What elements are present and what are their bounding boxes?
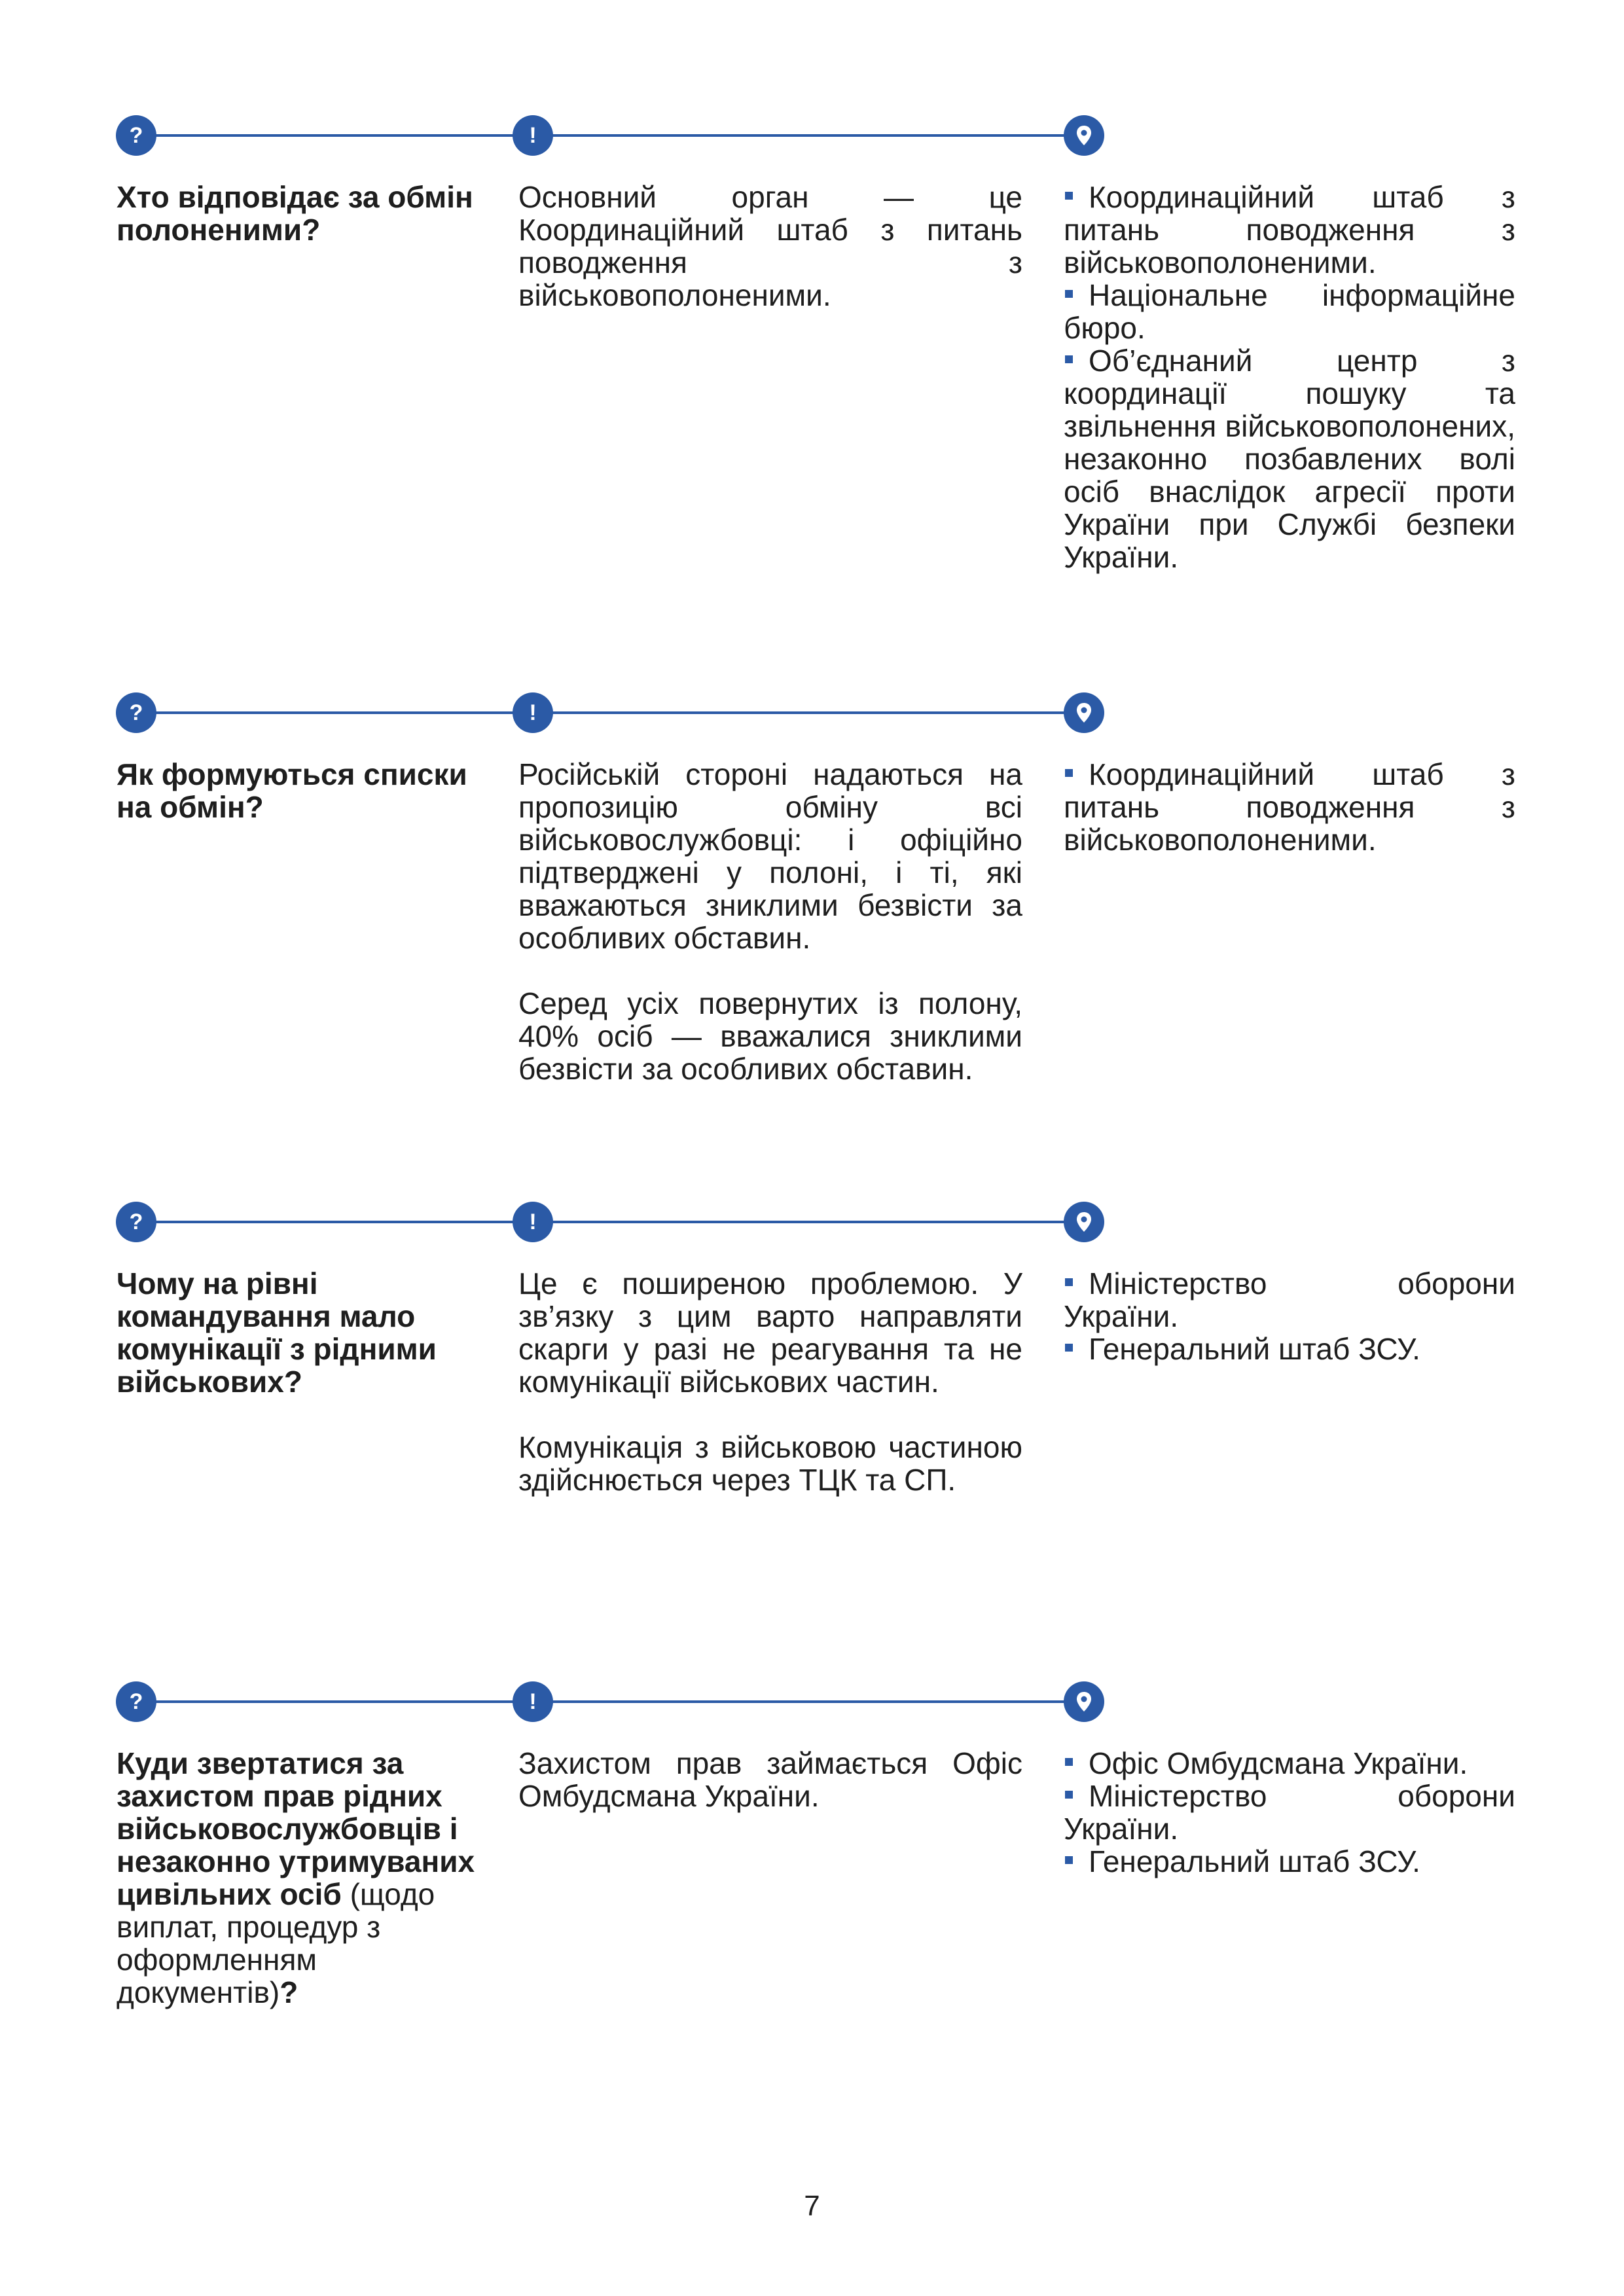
answer-paragraph: Це є поширеною проблемою. У зв’язку з цим варто направляти скарги у разі не реагування та не комунікації військових частин. [518, 1266, 1022, 1399]
bullet-icon [1065, 1791, 1073, 1799]
question-text: Куди звертатися за захистом прав рідних військовослужбовців і незаконно утримуваних цивільних осіб [117, 1746, 475, 1911]
source-item: Національне інформаційне бюро. [1064, 278, 1515, 345]
exclamation-icon: ! [513, 1202, 553, 1242]
timeline [0, 115, 1624, 156]
answer-paragraph: Серед усіх повернутих із полону, 40% осіб — вважалися зниклими безвісти за особливих обставин. [518, 986, 1022, 1086]
question-icon: ? [116, 692, 156, 733]
timeline-line [135, 1221, 1083, 1223]
timeline [0, 1681, 1624, 1722]
location-pin-icon [1064, 1202, 1104, 1242]
question-mark: ? [280, 1975, 298, 2009]
source-item: Координаційний штаб з питань поводження з військовополоненими. [1064, 180, 1515, 279]
timeline-line [135, 711, 1083, 714]
question-icon: ? [116, 1202, 156, 1242]
question-text: Хто відповідає за обмін полоненими? [117, 180, 473, 247]
source-item: Генеральний штаб ЗСУ. [1064, 1333, 1515, 1365]
bullet-icon [1065, 1344, 1073, 1352]
location-pin-icon [1064, 1681, 1104, 1722]
qa-section-1 [0, 115, 1624, 613]
source-item: Міністерство оборони України. [1064, 1266, 1515, 1333]
qa-section-2 [0, 692, 1624, 1151]
bullet-icon [1065, 1278, 1073, 1286]
question-block [117, 1747, 483, 2009]
answer-column [518, 758, 1022, 1118]
question-text: Чому на рівні командування мало комунікації з рідними військових? [117, 1266, 437, 1399]
bullet-icon [1065, 1856, 1073, 1864]
timeline-line [135, 134, 1083, 137]
location-pin-icon [1064, 115, 1104, 156]
bullet-icon [1065, 355, 1073, 363]
answer-column [518, 1747, 1022, 1845]
bullet-icon [1065, 769, 1073, 777]
source-item: Об’єднаний центр з координації пошуку та звільнення військовополонених, незаконно позбавлених волі осіб внаслідок агресії проти України при Службі безпеки України. [1064, 344, 1515, 574]
timeline-line [135, 1700, 1083, 1703]
exclamation-icon: ! [513, 115, 553, 156]
page-number: 7 [804, 2190, 820, 2222]
exclamation-icon: ! [513, 692, 553, 733]
question-icon: ? [116, 115, 156, 156]
source-item: Генеральний штаб ЗСУ. [1064, 1845, 1515, 1878]
question-icon: ? [116, 1681, 156, 1722]
source-item: Координаційний штаб з питань поводження з військовополоненими. [1064, 757, 1515, 857]
answer-paragraph: Основний орган — це Координаційний штаб з питань поводження з військовополоненими. [518, 180, 1022, 312]
sources-column [1064, 758, 1515, 856]
source-item: Міністерство оборони України. [1064, 1779, 1515, 1846]
answer-paragraph: Комунікація з військовою частиною здійснюється через ТЦК та СП. [518, 1430, 1022, 1497]
question-note: (щодо виплат, процедур з оформленням документів) [117, 1877, 435, 2009]
location-pin-icon [1064, 692, 1104, 733]
bullet-icon [1065, 192, 1073, 200]
qa-section-3 [0, 1202, 1624, 1607]
qa-section-4 [0, 1681, 1624, 2153]
exclamation-icon: ! [513, 1681, 553, 1722]
answer-paragraph: Російській стороні надаються на пропозицію обміну всі військовослужбовці: і офіційно підтверджені у полоні, і ті, які вважаються зниклими безвісти за особливих обставин. [518, 757, 1022, 955]
question-text: Як формуються списки на обмін? [117, 757, 467, 824]
sources-column [1064, 1747, 1515, 1878]
answer-column [518, 1267, 1022, 1529]
sources-column [1064, 181, 1515, 573]
source-item: Офіс Омбудсмана України. [1064, 1747, 1515, 1780]
bullet-icon [1065, 1758, 1073, 1766]
sources-column [1064, 1267, 1515, 1365]
answer-column [518, 181, 1022, 344]
timeline [0, 692, 1624, 733]
timeline [0, 1202, 1624, 1242]
bullet-icon [1065, 290, 1073, 298]
answer-paragraph: Захистом прав займається Офіс Омбудсмана України. [518, 1746, 1022, 1813]
